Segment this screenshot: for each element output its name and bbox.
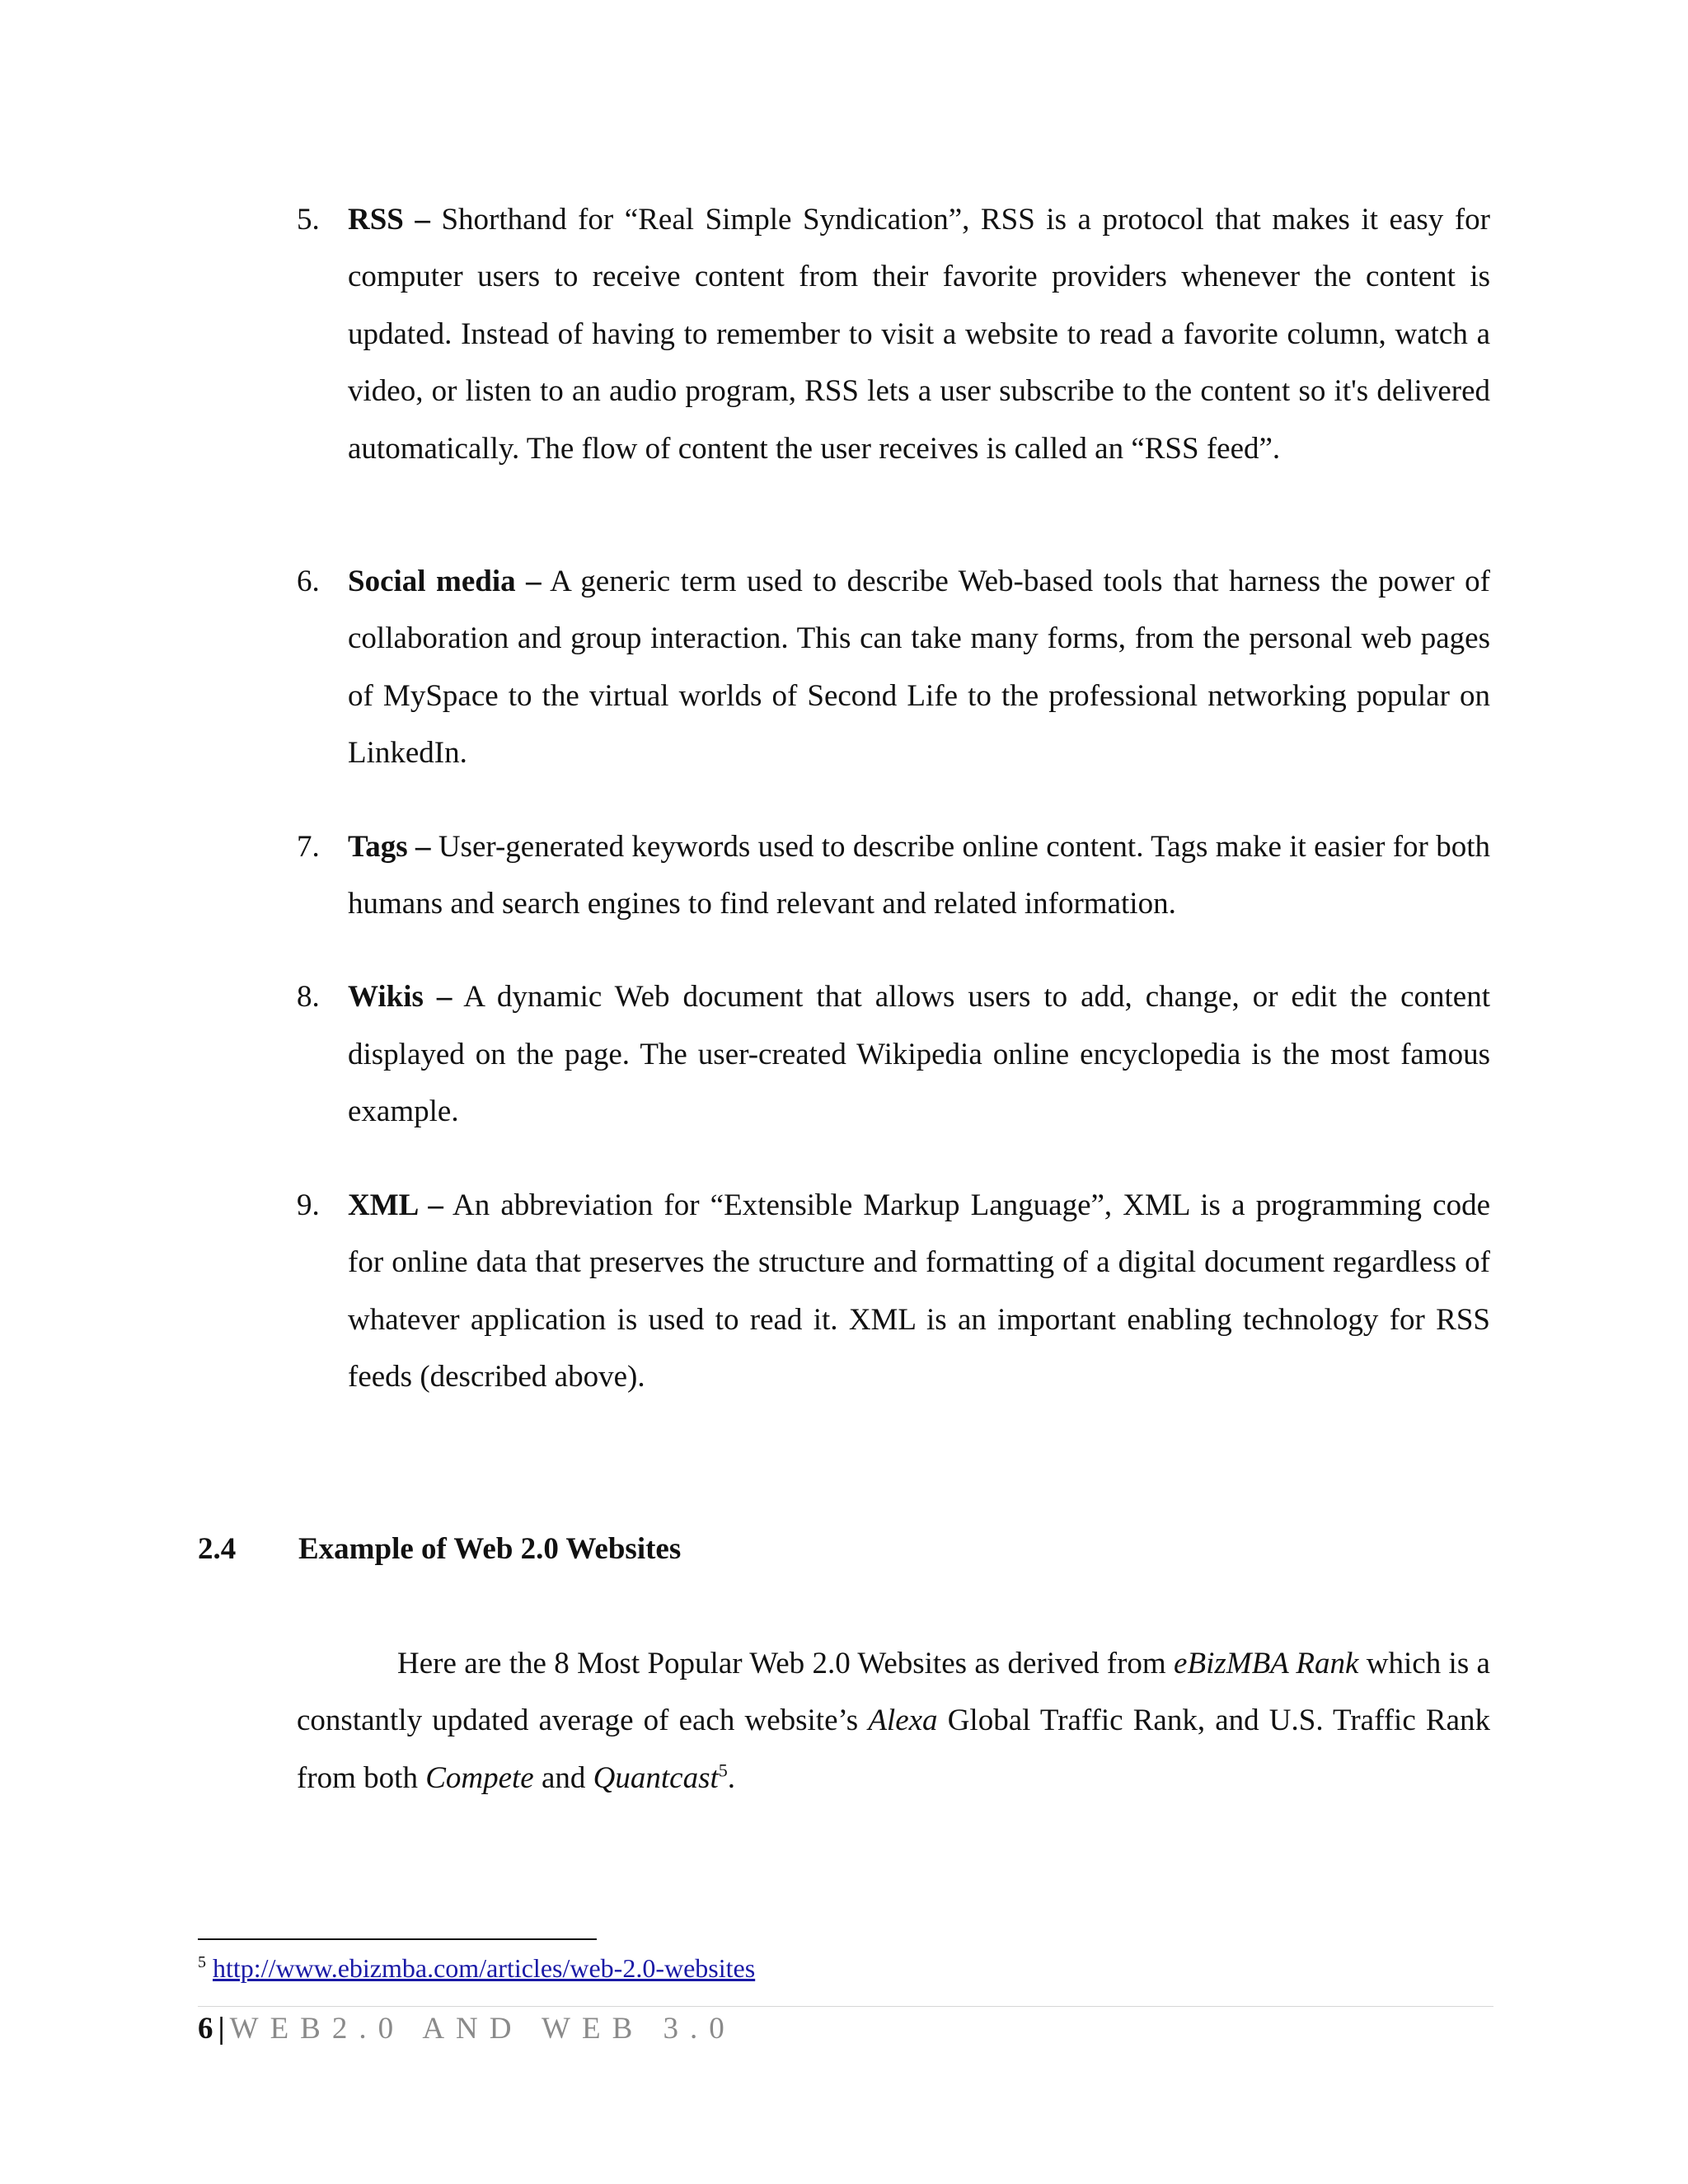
list-item: [297, 191, 1490, 477]
section-title: Example of Web 2.0 Websites: [298, 1532, 682, 1566]
list-item-term: XML –: [348, 1188, 443, 1222]
list-item-number: 9.: [297, 1188, 320, 1222]
quantcast-text: Quantcast: [593, 1760, 719, 1795]
list-item-term: Tags –: [348, 829, 431, 864]
list-item: [297, 553, 1490, 782]
list-item-text: Shorthand for “Real Simple Syndication”, RSS is a protocol that makes it easy for computer users to receive content from their favorite providers whenever the content is updated. Instead of having to remember to visit a website to read a favorite column, watch a video, or listen to an audio program, RSS lets a user subscribe to the content so it's delivered automatically. The flow of content the user receives is called an “RSS feed”.: [348, 203, 1490, 466]
footnote-mark: 5: [198, 1953, 206, 1972]
list-item-number: 8.: [297, 980, 320, 1015]
list-item-text: A dynamic Web document that allows users to add, change, or edit the content displayed on the page. The user-created Wikipedia online encyclopedia is the most famous example.: [348, 980, 1490, 1129]
definition-list: [297, 191, 1490, 1405]
footnote-reference[interactable]: 5: [718, 1760, 728, 1781]
list-item: [297, 1177, 1490, 1406]
footnote: [198, 1950, 755, 1986]
alexa-text: Alexa: [868, 1704, 938, 1738]
list-item-term: RSS –: [348, 203, 430, 237]
list-item-text: User-generated keywords used to describe online content. Tags make it easier for both humans and search engines to find relevant and related information.: [348, 829, 1490, 921]
list-item-term: Social media –: [348, 565, 542, 599]
running-title: WEB2.0 AND WEB 3.0: [229, 2012, 736, 2046]
page-number: 6: [198, 2012, 213, 2046]
list-item-number: 7.: [297, 829, 320, 864]
list-item-term: Wikis –: [348, 980, 452, 1015]
paragraph-text: Global Traffic Rank, and U.S. Traffic Rank from both: [297, 1704, 1490, 1795]
footer-divider: [198, 2006, 1493, 2007]
intro-paragraph: [297, 1635, 1490, 1807]
ebizmba-rank-text: eBizMBA Rank: [1174, 1647, 1359, 1680]
paragraph-text: which is a constantly updated average of each website’s: [297, 1647, 1490, 1738]
paragraph-text: Here are the 8 Most Popular Web 2.0 Websites as derived from: [397, 1647, 1175, 1680]
list-item-number: 5.: [297, 203, 320, 237]
list-item: [297, 968, 1490, 1140]
paragraph-text: and: [533, 1760, 593, 1795]
list-item-text: An abbreviation for “Extensible Markup Language”, XML is a programming code for online data that preserves the structure and formatting of a digital document regardless of whatever application is used to read it. XML is an important enabling technology for RSS feeds (described above).: [348, 1188, 1490, 1394]
section-number: 2.4: [198, 1532, 237, 1566]
footnote-link[interactable]: http://www.ebizmba.com/articles/web-2.0-websites: [213, 1953, 756, 1983]
footnote-divider: [198, 1938, 597, 1940]
list-item-text: A generic term used to describe Web-based tools that harness the power of collaboration and group interaction. This can take many forms, from the personal web pages of MySpace to the virtual worlds of Second Life to the professional networking popular on LinkedIn.: [348, 565, 1490, 771]
section-heading: [198, 1526, 1490, 1572]
list-item: [297, 818, 1490, 933]
compete-text: Compete: [425, 1760, 534, 1795]
page-footer: [198, 2008, 736, 2050]
paragraph-text: .: [727, 1760, 736, 1795]
list-item-number: 6.: [297, 565, 320, 599]
footer-separator: |: [218, 2012, 225, 2046]
